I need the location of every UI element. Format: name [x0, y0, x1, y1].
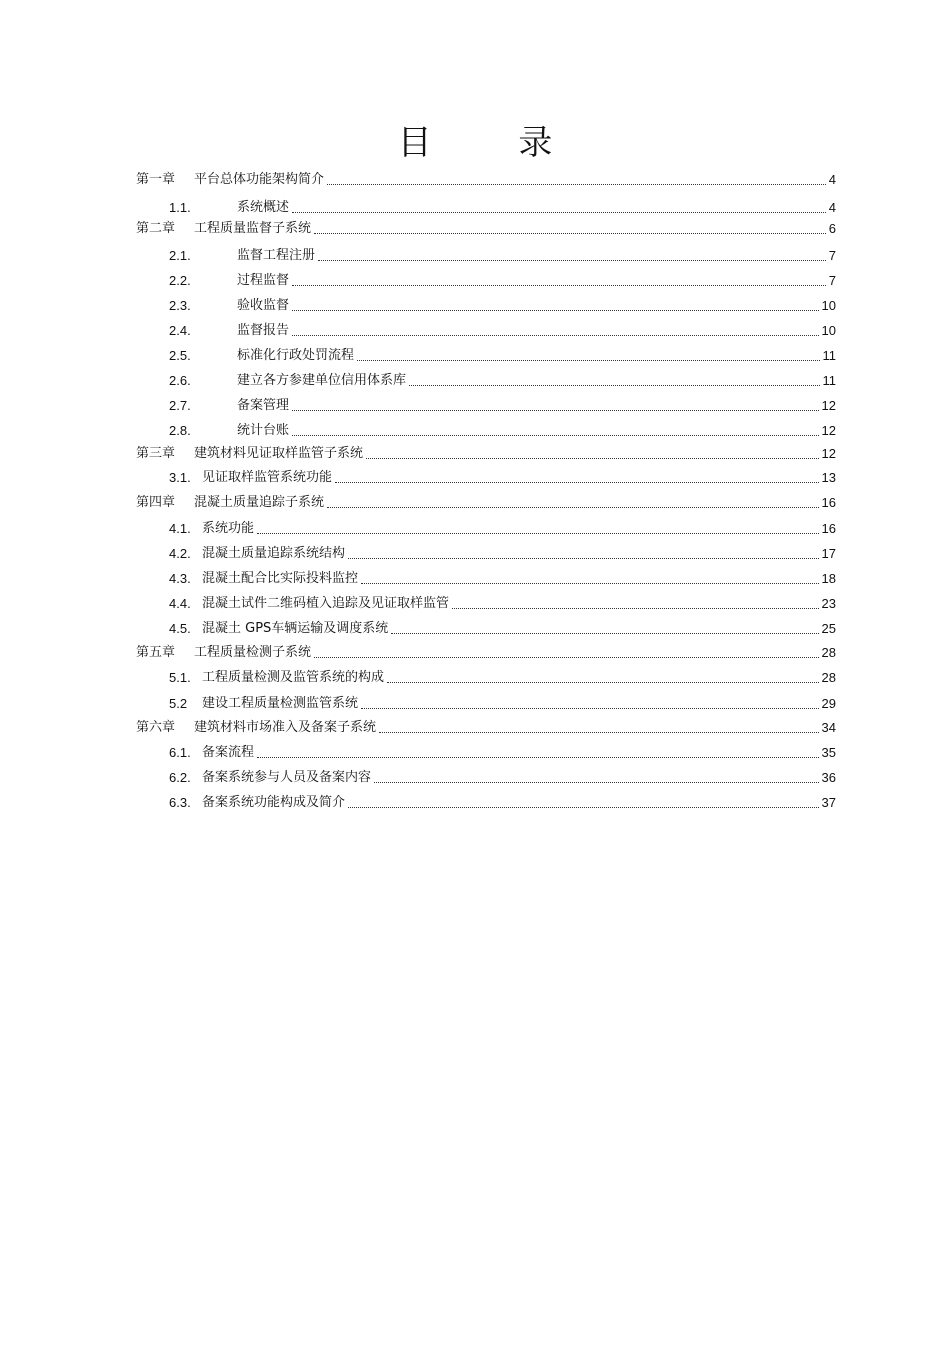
toc-entry[interactable] — [169, 694, 836, 712]
toc-entry-page: 12 — [821, 398, 836, 413]
toc-entry[interactable] — [169, 246, 836, 264]
toc-entry-title: 建筑材料市场准入及备案子系统 — [194, 720, 377, 735]
toc-entry-page: 28 — [821, 670, 836, 685]
toc-entry-title: 系统功能 — [202, 521, 255, 536]
toc-entry-number: 6.1. — [169, 745, 191, 760]
toc-entry-number: 4.1. — [169, 521, 191, 536]
toc-entry[interactable] — [169, 594, 836, 612]
toc-entry-title: 监督报告 — [237, 323, 290, 338]
toc-entry-number: 2.6. — [169, 373, 191, 388]
toc-entry[interactable] — [169, 569, 836, 587]
toc-entry-number: 6.3. — [169, 795, 191, 810]
toc-entry[interactable] — [136, 219, 836, 237]
toc-entry[interactable] — [169, 793, 836, 811]
toc-entry[interactable] — [169, 743, 836, 761]
dot-leader — [357, 359, 819, 361]
toc-entry-number: 2.4. — [169, 323, 191, 338]
toc-entry-title: 监督工程注册 — [237, 248, 316, 263]
toc-entry-number: 4.4. — [169, 596, 191, 611]
toc-entry-number: 2.2. — [169, 273, 191, 288]
dot-leader — [257, 532, 819, 534]
toc-entry-page: 7 — [828, 248, 836, 263]
toc-entry-page: 7 — [828, 273, 836, 288]
toc-entry-title: 工程质量检测子系统 — [194, 645, 312, 660]
toc-entry-title: 过程监督 — [237, 273, 290, 288]
toc-entry[interactable] — [169, 296, 836, 314]
toc-entry-title: 工程质量检测及监管系统的构成 — [202, 670, 385, 685]
dot-leader — [366, 457, 819, 459]
toc-entry-title: 建设工程质量检测监管系统 — [202, 696, 359, 711]
toc-entry-page: 25 — [821, 621, 836, 636]
toc-entry-title: 备案系统参与人员及备案内容 — [202, 770, 372, 785]
toc-entry-page: 36 — [821, 770, 836, 785]
toc-entry[interactable] — [136, 718, 836, 736]
toc-entry-number: 4.2. — [169, 546, 191, 561]
toc-entry-page: 37 — [821, 795, 836, 810]
toc-entry-title: 混凝土试件二维码植入追踪及见证取样监管 — [202, 596, 450, 611]
toc-entry-page: 4 — [828, 172, 836, 187]
toc-entry-number: 5.1. — [169, 670, 191, 685]
toc-entry-page: 29 — [821, 696, 836, 711]
dot-leader — [314, 232, 826, 234]
toc-entry-title: 系统概述 — [237, 200, 290, 215]
toc-entry-page: 12 — [821, 446, 836, 461]
toc-entry-page: 10 — [821, 323, 836, 338]
toc-entry-title: 工程质量监督子系统 — [194, 221, 312, 236]
toc-entry-page: 35 — [821, 745, 836, 760]
dot-leader — [379, 731, 819, 733]
toc-entry-title: 建筑材料见证取样监管子系统 — [194, 446, 364, 461]
dot-leader — [335, 481, 819, 483]
toc-entry-number: 2.3. — [169, 298, 191, 313]
toc-entry-title: 混凝土配合比实际投料监控 — [202, 571, 359, 586]
dot-leader — [292, 434, 819, 436]
toc-entry-number: 2.1. — [169, 248, 191, 263]
dot-leader — [292, 284, 826, 286]
dot-leader — [452, 607, 819, 609]
toc-entry-page: 16 — [821, 495, 836, 510]
toc-entry-number: 5.2 — [169, 696, 188, 711]
toc-entry-title: 见证取样监管系统功能 — [202, 470, 333, 485]
toc-entry-page: 11 — [822, 373, 836, 388]
toc-entry-number: 2.8. — [169, 423, 191, 438]
dot-leader — [292, 211, 826, 213]
toc-entry[interactable] — [169, 346, 836, 364]
toc-entry-number: 1.1. — [169, 200, 191, 215]
dot-leader — [374, 781, 819, 783]
toc-entry-page: 10 — [821, 298, 836, 313]
toc-entry-page: 23 — [821, 596, 836, 611]
toc-entry[interactable] — [169, 371, 836, 389]
toc-entry[interactable] — [136, 643, 836, 661]
toc-entry-page: 13 — [821, 470, 836, 485]
toc-entry-number: 2.5. — [169, 348, 191, 363]
toc-entry[interactable] — [169, 321, 836, 339]
dot-leader — [348, 557, 819, 559]
dot-leader — [361, 582, 819, 584]
dot-leader — [361, 707, 819, 709]
toc-entry[interactable] — [136, 170, 836, 188]
toc-entry-number: 第二章 — [136, 221, 176, 236]
toc-entry-number: 第一章 — [136, 172, 176, 187]
dot-leader — [348, 806, 819, 808]
toc-entry-title: 混凝土质量追踪子系统 — [194, 495, 325, 510]
toc-entry-number: 第六章 — [136, 720, 176, 735]
toc-entry[interactable] — [136, 493, 836, 511]
toc-entry-number: 4.3. — [169, 571, 191, 586]
toc-entry-title: 标准化行政处罚流程 — [237, 348, 355, 363]
toc-entry-title: 混凝土 GPS车辆运输及调度系统 — [202, 621, 389, 636]
dot-leader — [327, 183, 826, 185]
dot-leader — [387, 681, 819, 683]
toc-entry[interactable] — [169, 396, 836, 414]
toc-title: 目 录 — [397, 123, 591, 163]
dot-leader — [314, 656, 819, 658]
dot-leader — [292, 309, 819, 311]
toc-entry-title: 验收监督 — [237, 298, 290, 313]
toc-entry[interactable] — [136, 444, 836, 462]
toc-entry-number: 6.2. — [169, 770, 191, 785]
toc-entry-page: 28 — [821, 645, 836, 660]
toc-entry[interactable] — [169, 619, 836, 637]
toc-entry-page: 12 — [821, 423, 836, 438]
toc-entry[interactable] — [169, 421, 836, 439]
toc-entry[interactable] — [169, 544, 836, 562]
toc-entry[interactable] — [169, 198, 836, 216]
dot-leader — [318, 259, 826, 261]
dot-leader — [257, 756, 819, 758]
toc-entry-number: 2.7. — [169, 398, 191, 413]
dot-leader — [409, 384, 819, 386]
toc-entry[interactable] — [169, 519, 836, 537]
toc-entry-number: 第五章 — [136, 645, 176, 660]
toc-entry[interactable] — [169, 768, 836, 786]
dot-leader — [292, 409, 819, 411]
toc-entry-page: 6 — [828, 221, 836, 236]
toc-entry-title: 备案系统功能构成及简介 — [202, 795, 346, 810]
toc-entry[interactable] — [169, 668, 836, 686]
toc-entry-page: 17 — [821, 546, 836, 561]
toc-entry-page: 34 — [821, 720, 836, 735]
toc-entry-title: 备案管理 — [237, 398, 290, 413]
toc-entry-number: 3.1. — [169, 470, 191, 485]
toc-entry-title: 备案流程 — [202, 745, 255, 760]
toc-entry[interactable] — [169, 271, 836, 289]
toc-entry[interactable] — [169, 468, 836, 486]
toc-entry-page: 18 — [821, 571, 836, 586]
toc-entry-title: 统计台账 — [237, 423, 290, 438]
toc-entry-page: 16 — [821, 521, 836, 536]
toc-entry-page: 4 — [828, 200, 836, 215]
dot-leader — [391, 632, 818, 634]
toc-entry-title: 混凝土质量追踪系统结构 — [202, 546, 346, 561]
toc-entry-title: 建立各方参建单位信用体系库 — [237, 373, 407, 388]
dot-leader — [327, 506, 819, 508]
dot-leader — [292, 334, 819, 336]
toc-entry-number: 第三章 — [136, 446, 176, 461]
toc-entry-page: 11 — [822, 348, 836, 363]
toc-entry-title: 平台总体功能架构简介 — [194, 172, 325, 187]
toc-entry-number: 4.5. — [169, 621, 191, 636]
toc-entry-number: 第四章 — [136, 495, 176, 510]
